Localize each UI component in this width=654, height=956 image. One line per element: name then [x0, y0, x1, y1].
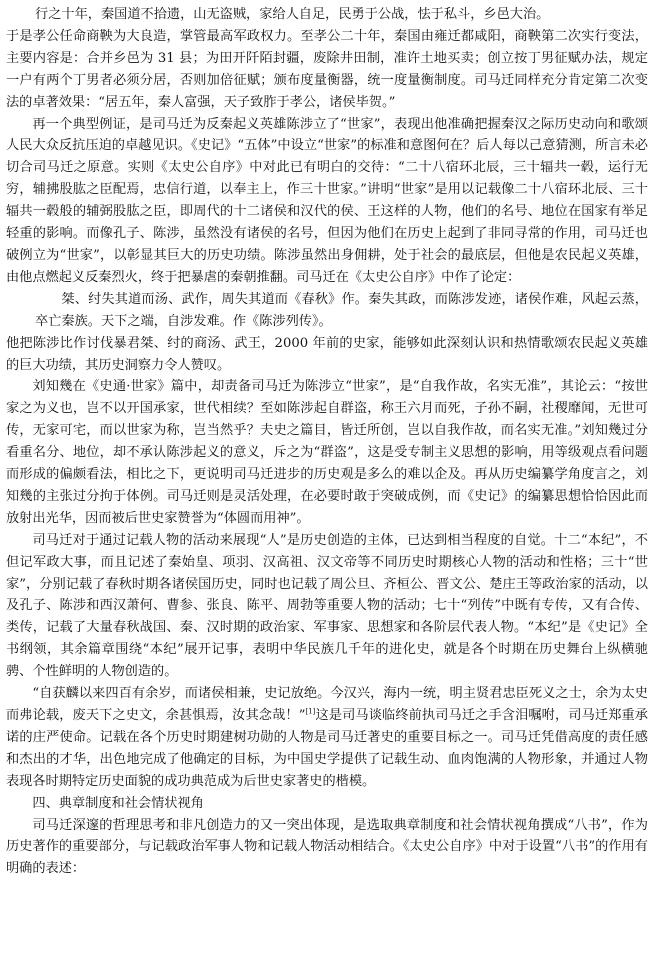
- quote-paragraph-continued: 行之十年，秦国道不拾遗，山无盗贼，家给人自足，民勇于公战，怯于私斗，乡邑大治。: [35, 7, 550, 22]
- block-quote: 桀、纣失其道而汤、武作，周失其道而《春秋》作。秦失其政，而陈涉发迹，诸侯作难，风起云蒸，卒亡秦族。天下之端，自涉发难。作《陈涉列传》。: [35, 291, 648, 329]
- body-paragraph-with-footnote: [6, 683, 648, 793]
- section-heading: 四、典章制度和社会情状视角: [32, 795, 204, 811]
- body-paragraph: 司马迁对于通过记载人物的活动来展现“人”是历史创造的主体，已达到相当程度的自觉。十二“本纪”，不但记军政大事，而且记述了秦始皇、项羽、汉高祖、汉文帝等不同历史时期核心人物的活动和性格；三十“世家”，分别记载了春秋时期各诸侯国历史，同时也记载了周公旦、齐桓公、晋文公、楚庄王等政治家的活动，以及孔子、陈涉和西汉萧何、曹参、张良、陈平、周勃等重要人物的活动；七十“列传”中既有专传，又有合传、类传，记载了大量春秋战国、秦、汉时期的政治家、军事家、思想家和各阶层代表人物。“本纪”是《史记》全书纲领，其余篇章围绕“本纪”展开记事，表明中华民族几千年的进化史，就是各个时期在历史舞台上纵横驰骋、个性鲜明的人物创造的。: [6, 532, 648, 680]
- body-paragraph: 于是孝公任命商鞅为大良造，掌管最高军政权力。至孝公二十年，秦国由雍迁都咸阳，商鞅第二次实行变法，主要内容是：合并乡邑为 31 县；为田开阡陌封疆，废除井田制，准许土地买卖；创立按丁男征赋办法，规定一户有两个丁男者必须分居，否则加倍征赋；颁布度量衡器，统一度量衡制度。司马迁同样充分肯定第二次变法的卓著效果：“居五年，秦人富强，天子致胙于孝公，诸侯毕贺。”: [6, 28, 648, 110]
- paragraph-tail: 这是司马谈临终前执司马迁之手含泪嘱咐，司马迁郑重承诺的庄严使命。记载在各个历史时期建树功勋的人物是司马迁著史的重要目标之一。司马迁凭借高度的责任感和杰出的才华，出色地完成了他确定的目标，为中国史学提供了记载生动、血肉饱满的人物形象，并通过人物表现各时期特定历史面貌的成功典范成为后世史家著史的楷模。: [6, 708, 648, 789]
- quoted-text: “自获麟以来四百有余岁，而诸侯相兼，史记放绝。今汉兴，海内一统，明主贤君忠臣死义之士，余为太史而弗论载，废天下之史文，余甚惧焉，汝其念哉！”: [6, 686, 648, 723]
- body-paragraph: 他把陈涉比作讨伐暴君桀、纣的商汤、武王，2000 年前的史家，能够如此深刻认识和热情歌颂农民起义英雄的巨大功绩，其历史洞察力令人赞叹。: [6, 335, 648, 373]
- body-paragraph: 再一个典型例证，是司马迁为反秦起义英雄陈涉立了“世家”，表现出他准确把握秦汉之际历史动向和歌颂人民大众反抗压迫的卓越见识。《史记》“五体”中设立“世家”的标准和意图何在？后人每以己意猜测，所言未必切合司马迁之原意。实则《太史公自序》中对此已有明白的交待：“二十八宿环北辰，三十辐共一毂，运行无穷，辅拂股肱之臣配焉，忠信行道，以奉主上，作三十世家。”讲明“世家”是用以记载像二十八宿环北辰、三十辐共一毂般的辅弼股肱之臣，即周代的十二诸侯和汉代的侯、王这样的人物，他们的名号、地位在国家有举足轻重的影响。而像孔子、陈涉，虽然没有诸侯的名号，但因为他们在历史上起到了非同寻常的作用，司马迁也破例立为“世家”，以彰显其巨大的历史功绩。陈涉虽然出身佣耕，处于社会的最底层，但他是农民起义英雄，由他点燃起义反秦烈火，终于把暴虐的秦朝推翻。司马迁在《太史公自序》中作了论定：: [6, 116, 648, 285]
- footnote-marker: [1]: [305, 707, 316, 716]
- body-paragraph: 司马迁深邃的哲理思考和非凡创造力的又一突出体现，是选取典章制度和社会情状视角撰成“八书”，作为历史著作的重要部分，与记载政治军事人物和记载人物活动相结合。《太史公自序》中对于设置“八书”的作用有明确的表述：: [6, 817, 648, 877]
- body-paragraph: 刘知幾在《史通·世家》篇中，却责备司马迁为陈涉立“世家”，是“自我作故，名实无准”，其论云：“按世家之为义也，岂不以开国承家，世代相续？至如陈涉起自群盗，称王六月而死，子孙不嗣，社稷靡闻，无世可传，无家可宅，而以世家为称，岂当然乎？夫史之篇目，皆迁所创，岂以自我作故，而名实无准。”刘知幾过分看重名分、地位，却不承认陈涉起义的意义，斥之为“群盗”，这是受专制主义思想的影响，用等级观点看问题而形成的偏颇看法，相比之下，更说明司马迁进步的历史观是多么的难以企及。再从历史编纂学角度言之，刘知幾的主张过分拘于体例。司马迁则是灵活处理，在必要时敢于突破成例，而《史记》的编纂思想恰恰因此而放射出光华，因而被后世史家赞誉为“体圆而用神”。: [6, 379, 648, 526]
